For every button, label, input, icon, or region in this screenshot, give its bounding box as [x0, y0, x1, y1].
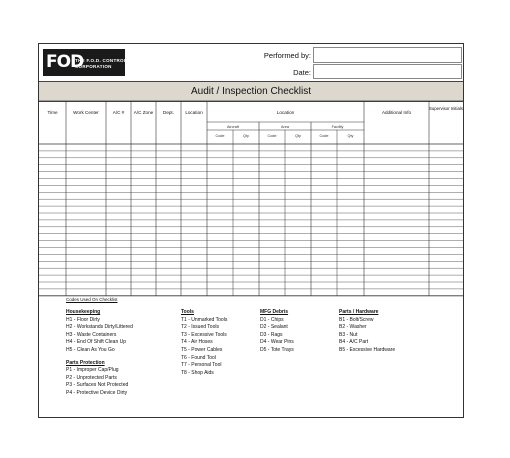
col-header-ac-zone: A/C Zone	[133, 110, 154, 115]
legend-item: D2 - Sealant	[260, 324, 288, 331]
checklist-sheet	[38, 43, 464, 418]
legend-item: T4 - Air Hoses	[181, 339, 213, 346]
checklist-title-text: Audit / Inspection Checklist	[190, 86, 312, 97]
legend-item: P1 - Improper Cap/Plug	[66, 367, 119, 374]
legend-heading: Housekeeping	[66, 309, 101, 315]
col-header-work-center: Work Center	[73, 110, 99, 115]
legend-heading: Parts / Hardware	[339, 309, 379, 315]
legend-item: D3 - Rags	[260, 331, 283, 338]
legend-heading: Parts Protection	[66, 359, 105, 366]
sub-qty: Qty	[243, 134, 249, 138]
legend-item: H4 - End Of Shift Clean Up	[66, 339, 127, 346]
legend-heading: MFG Debris	[260, 309, 289, 315]
legend-item: D4 - Wear Pins	[260, 339, 294, 346]
legend-item: T8 - Shop Aids	[181, 369, 214, 376]
sub-qty: Qty	[295, 134, 301, 138]
legend-item: T2 - Issued Tools	[181, 324, 219, 331]
legend-item: T1 - Unmarked Tools	[181, 316, 228, 323]
legend-item: B3 - Nut	[339, 331, 358, 338]
logo-line-2: CORPORATION	[75, 64, 112, 69]
col-header-ac-number: A/C #	[112, 110, 125, 115]
legend-item: T7 - Personal Tool	[181, 362, 222, 369]
legend-item: D1 - Chips	[260, 316, 284, 323]
col-header-location-group: Location	[276, 110, 295, 115]
legend-heading: Tools	[181, 309, 194, 315]
sub-code: Code	[267, 134, 277, 138]
legend-tools	[181, 309, 227, 377]
logo-line-1: THE F.O.D. CONTROL	[75, 58, 127, 63]
legend-mfg-debris	[260, 309, 294, 355]
sub-qty: Qty	[347, 134, 354, 138]
legend-item: T3 - Excessive Tools	[181, 331, 227, 338]
legend-item: B4 - A/C Part	[339, 339, 369, 346]
legend-item: B5 - Excessive Hardware	[339, 346, 396, 353]
legend-housekeeping	[66, 309, 133, 398]
performed-by-label: Performed by:	[263, 51, 311, 60]
legend-parts-hardware	[339, 309, 395, 355]
group-aircraft: Aircraft	[226, 125, 240, 129]
legend-item: P3 - Surfaces Not Protected	[66, 382, 129, 389]
legend-item: H1 - Floor Dirty	[66, 316, 100, 323]
sub-code: Code	[319, 134, 329, 138]
col-header-dept: Dept.	[163, 110, 174, 115]
col-header-supervisor-initials: Supervisor Initials	[429, 106, 463, 111]
legend-item: H5 - Clean As You Go	[66, 346, 115, 353]
col-header-additional-info: Additional Info	[381, 110, 412, 115]
legend-item: T6 - Found Tool	[181, 354, 216, 361]
legend-item: B1 - Bolt/Screw	[339, 316, 374, 323]
logo-mark: FOD	[46, 52, 84, 72]
legend-item: H3 - Waste Containers	[66, 331, 117, 338]
sub-code: Code	[215, 134, 225, 138]
legend-item: P2 - Unprotected Parts	[66, 374, 117, 381]
legend-item: B2 - Washer	[339, 324, 367, 331]
date-label: Date:	[293, 68, 311, 77]
codes-legend-title: Codes Used On Checklist	[66, 297, 118, 302]
legend-item: D5 - Tote Trays	[260, 346, 294, 353]
group-facility: Facility	[331, 125, 344, 129]
col-header-location: Location	[185, 110, 203, 115]
group-area: Area	[280, 125, 290, 129]
legend-item: H2 - Workstands Dirty/Littered	[66, 324, 133, 331]
legend-item: T5 - Power Cables	[181, 346, 223, 353]
legend-item: P4 - Protective Device Dirty	[66, 389, 128, 396]
col-header-time: Time	[47, 110, 58, 115]
